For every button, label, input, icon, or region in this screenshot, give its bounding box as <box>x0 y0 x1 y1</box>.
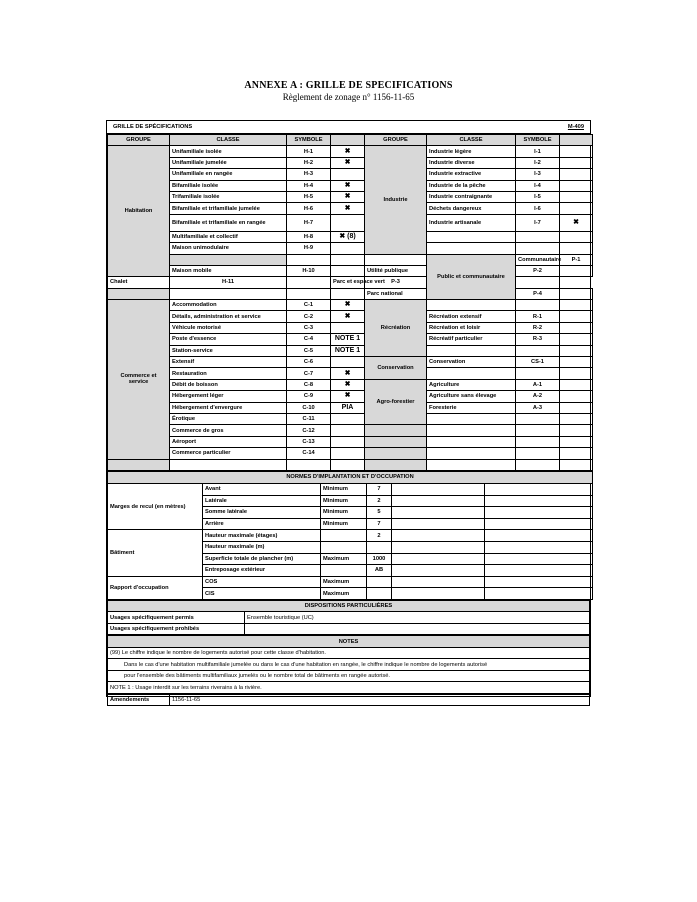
norm-type: Minimum <box>321 518 367 530</box>
group-public: Public et communautaire <box>427 254 516 300</box>
note-line-2: Dans le cas d'une habitation multifamiliale jumelée ou dans le cas d'une habitation en rangée, le chiffre indique le nombre de logements autorisé <box>108 659 590 671</box>
classe-c-2: Détails, administration et service <box>170 311 287 322</box>
symbole: R-3 <box>516 334 560 345</box>
zone-mark <box>331 413 365 424</box>
grid-title-bar <box>107 121 590 134</box>
dispositions-table <box>107 600 590 636</box>
symbole: I-4 <box>516 180 560 191</box>
norm-extra-1 <box>392 565 485 577</box>
zone-mark <box>331 425 365 436</box>
classe-c-14: Commerce particulier <box>170 448 287 459</box>
norm-value <box>367 541 392 553</box>
symbole: H-9 <box>287 243 331 254</box>
col-groupe: GROUPE <box>365 135 427 146</box>
zone-mark: PIA <box>331 402 365 413</box>
classe-h-7: Bifamiliale et trifamiliale en rangée <box>170 214 287 231</box>
classe-c-13: Aéroport <box>170 436 287 447</box>
prohibited-uses-label: Usages spécifiquement prohibés <box>108 623 245 635</box>
classe-p-4: Parc national <box>365 288 427 299</box>
classe-c-1: Accommodation <box>170 300 287 311</box>
blank-cell <box>560 345 593 356</box>
blank-cell <box>516 413 560 424</box>
norm-extra-2 <box>485 518 593 530</box>
group-habitation: Habitation <box>108 146 170 277</box>
zone-mark <box>331 436 365 447</box>
classe-a-1: Agriculture <box>427 379 516 390</box>
zone-mark: ✖ <box>331 146 365 157</box>
blank-cell <box>427 231 516 242</box>
col-zone <box>560 135 593 146</box>
classe-c-5: Station-service <box>170 345 287 356</box>
symbole: H-8 <box>287 231 331 242</box>
norm-extra-1 <box>392 576 485 588</box>
blank-cell <box>516 345 560 356</box>
norm-type: Maximum <box>321 576 367 588</box>
dispositions-title: DISPOSITIONS PARTICULIÈRES <box>108 600 590 612</box>
norm-value: 1000 <box>367 553 392 565</box>
zone-mark <box>560 288 593 299</box>
zone-mark <box>560 180 593 191</box>
blank-cell <box>427 243 516 254</box>
zone-mark: NOTE 1 <box>331 334 365 345</box>
classe-h-9: Maison unimodulaire <box>170 243 287 254</box>
blank-cell <box>331 459 365 470</box>
notes-title: NOTES <box>108 636 590 648</box>
blank-cell <box>287 288 331 299</box>
group-blank <box>170 254 287 265</box>
zone-mark: ✖ (8) <box>331 231 365 242</box>
symbole: R-2 <box>516 322 560 333</box>
grid-title: GRILLE DE SPÉCIFICATIONS <box>107 121 530 134</box>
norm-extra-1 <box>392 507 485 519</box>
norm-extra-2 <box>485 553 593 565</box>
norm-label: COS <box>203 576 321 588</box>
norm-label: Entreposage extérieur <box>203 565 321 577</box>
norm-extra-2 <box>485 541 593 553</box>
classe-c-8: Débit de boisson <box>170 379 287 390</box>
symbole: CS-1 <box>516 357 560 368</box>
blank-cell <box>560 413 593 424</box>
norm-value: 7 <box>367 483 392 495</box>
amendments-label: Amendements <box>108 694 170 706</box>
norm-extra-1 <box>392 495 485 507</box>
zone-mark <box>331 169 365 180</box>
symbole: C-14 <box>287 448 331 459</box>
norm-value: 7 <box>367 518 392 530</box>
blank-cell <box>560 459 593 470</box>
blank-cell <box>170 459 287 470</box>
symbole: C-2 <box>287 311 331 322</box>
classe-a-3: Foresterie <box>427 402 516 413</box>
annex-title: ANNEXE A : GRILLE DE SPECIFICATIONS <box>244 80 453 91</box>
zone-mark <box>516 277 560 288</box>
blank-cell <box>516 368 560 379</box>
blank-cell <box>516 448 560 459</box>
classe-h-4: Bifamiliale isolée <box>170 180 287 191</box>
norm-extra-1 <box>392 483 485 495</box>
norms-table <box>107 471 593 600</box>
zone-mark <box>560 402 593 413</box>
blank-cell <box>560 448 593 459</box>
zone-mark <box>331 243 365 254</box>
norm-type: Minimum <box>321 507 367 519</box>
norm-type <box>321 530 367 542</box>
note-1: NOTE 1 : Usage interdit sur les terrains riverains à la rivière. <box>108 682 590 694</box>
norm-extra-2 <box>485 483 593 495</box>
symbole: C-11 <box>287 413 331 424</box>
norm-label: Hauteur maximale (m) <box>203 541 321 553</box>
norm-group-marges: Marges de recul (en mètres) <box>108 483 203 529</box>
zone-mark <box>331 357 365 368</box>
blank-cell <box>331 288 365 299</box>
symbole: H-4 <box>287 180 331 191</box>
norm-group-batiment: Bâtiment <box>108 530 203 576</box>
norm-label: Hauteur maximale (étages) <box>203 530 321 542</box>
blank-cell <box>365 254 427 265</box>
symbole: C-6 <box>287 357 331 368</box>
zone-mark: NOTE 1 <box>331 345 365 356</box>
group-blank <box>365 436 427 447</box>
note-line-1: (99) Le chiffre indique le nombre de logements autorisé pour cette classe d'habitation. <box>108 647 590 659</box>
col-symbole: SYMBOLE <box>287 135 331 146</box>
symbole: I-2 <box>516 157 560 168</box>
symbole: P-1 <box>560 254 593 265</box>
blank-cell <box>427 413 516 424</box>
classe-c-10: Hébergement d'envergure <box>170 402 287 413</box>
zone-mark <box>560 311 593 322</box>
zone-mark: ✖ <box>331 391 365 402</box>
symbole: H-5 <box>287 191 331 202</box>
symbole: I-6 <box>516 203 560 214</box>
zone-mark <box>560 379 593 390</box>
classe-h-2: Unifamiliale jumelée <box>170 157 287 168</box>
classe-c-9: Hébergement léger <box>170 391 287 402</box>
group-conservation: Conservation <box>365 357 427 380</box>
classe-r-1: Récréation extensif <box>427 311 516 322</box>
symbole: I-3 <box>516 169 560 180</box>
symbole: C-7 <box>287 368 331 379</box>
blank-cell <box>427 345 516 356</box>
symbole: C-13 <box>287 436 331 447</box>
blank-cell <box>516 425 560 436</box>
symbole: A-1 <box>516 379 560 390</box>
classe-c-12: Commerce de gros <box>170 425 287 436</box>
norm-label: Arrière <box>203 518 321 530</box>
group-blank <box>365 459 427 470</box>
norm-label: Somme latérale <box>203 507 321 519</box>
group-agro: Agro-forestier <box>365 379 427 425</box>
blank-cell <box>560 243 593 254</box>
blank-cell <box>287 459 331 470</box>
blank-cell <box>427 300 516 311</box>
blank-cell <box>331 254 365 265</box>
zone-mark: ✖ <box>331 180 365 191</box>
blank-cell <box>516 231 560 242</box>
blank-cell <box>170 288 287 299</box>
classe-i-6: Déchets dangereux <box>427 203 516 214</box>
specification-grid <box>106 120 591 704</box>
symbole: A-3 <box>516 402 560 413</box>
blank-cell <box>427 368 516 379</box>
symbole: C-4 <box>287 334 331 345</box>
zone-mark: ✖ <box>331 157 365 168</box>
norm-value: AB <box>367 565 392 577</box>
blank-cell <box>427 448 516 459</box>
classe-h-1: Unifamiliale isolée <box>170 146 287 157</box>
blank-cell <box>560 231 593 242</box>
col-symbole: SYMBOLE <box>516 135 560 146</box>
classe-r-2: Récréation et loisir <box>427 322 516 333</box>
zone-mark <box>560 391 593 402</box>
symbole: H-10 <box>287 265 331 276</box>
blank-cell <box>560 425 593 436</box>
classe-r-3: Récréatif particulier <box>427 334 516 345</box>
classe-c-11: Érotique <box>170 413 287 424</box>
blank-cell <box>560 436 593 447</box>
zone-reference: M-409 <box>530 121 590 134</box>
classe-i-1: Industrie légère <box>427 146 516 157</box>
norm-type <box>321 565 367 577</box>
norm-extra-1 <box>392 518 485 530</box>
symbole: H-6 <box>287 203 331 214</box>
norm-type: Minimum <box>321 483 367 495</box>
group-commerce: Commerce et service <box>108 300 170 459</box>
group-blank <box>365 425 427 436</box>
zone-mark <box>560 203 593 214</box>
zone-mark <box>560 157 593 168</box>
col-zone <box>331 135 365 146</box>
norm-extra-2 <box>485 565 593 577</box>
note-line-3: pour l'ensemble des bâtiments multifamiliaux jumelés ou le nombre total de bâtiments en rangée autorisé. <box>108 670 590 682</box>
classe-i-4: Industrie de la pêche <box>427 180 516 191</box>
blank-cell <box>560 368 593 379</box>
classe-c-6: Extensif <box>170 357 287 368</box>
col-classe: CLASSE <box>170 135 287 146</box>
classe-i-7: Industrie artisanale <box>427 214 516 231</box>
norms-title: NORMES D'IMPLANTATION ET D'OCCUPATION <box>108 471 593 483</box>
zone-mark: ✖ <box>331 191 365 202</box>
symbole: H-3 <box>287 169 331 180</box>
permitted-uses-label: Usages spécifiquement permis <box>108 612 245 624</box>
symbole: P-4 <box>516 288 560 299</box>
zone-mark <box>560 146 593 157</box>
blank-cell <box>516 436 560 447</box>
zone-mark <box>331 322 365 333</box>
blank-cell <box>427 436 516 447</box>
symbole: H-11 <box>170 277 287 288</box>
symbole: I-5 <box>516 191 560 202</box>
norm-value: 2 <box>367 495 392 507</box>
symbole: R-1 <box>516 311 560 322</box>
symbole: C-1 <box>287 300 331 311</box>
classe-h-10: Maison mobile <box>170 265 287 276</box>
blank-cell <box>287 254 331 265</box>
zone-mark <box>287 277 331 288</box>
norm-value: 5 <box>367 507 392 519</box>
norm-label: Latérale <box>203 495 321 507</box>
zone-mark <box>560 322 593 333</box>
norm-group-rapport: Rapport d'occupation <box>108 576 203 599</box>
norm-extra-2 <box>485 495 593 507</box>
classe-h-6: Bifamiliale et trifamiliale jumelée <box>170 203 287 214</box>
classe-h-5: Trifamiliale isolée <box>170 191 287 202</box>
group-recreation: Récréation <box>365 300 427 357</box>
document-header <box>0 80 697 102</box>
classe-h-11: Chalet <box>108 277 170 288</box>
blank-cell <box>516 300 560 311</box>
classe-c-3: Véhicule motorisé <box>170 322 287 333</box>
zone-mark: ✖ <box>331 311 365 322</box>
group-blank <box>365 448 427 459</box>
classe-h-3: Unifamiliale en rangée <box>170 169 287 180</box>
group-industrie: Industrie <box>365 146 427 254</box>
norm-extra-2 <box>485 507 593 519</box>
zone-mark <box>560 357 593 368</box>
norm-value <box>367 588 392 600</box>
norm-type: Minimum <box>321 495 367 507</box>
zone-mark: ✖ <box>331 368 365 379</box>
classe-h-8: Multifamiliale et collectif <box>170 231 287 242</box>
symbole: P-3 <box>365 277 427 288</box>
classe-p-3: Parc et espace vert <box>331 277 365 288</box>
classe-p-1: Communautaire <box>516 254 560 265</box>
symbole: A-2 <box>516 391 560 402</box>
norm-extra-1 <box>392 588 485 600</box>
symbole: H-7 <box>287 214 331 231</box>
amendments-table <box>107 694 590 707</box>
norm-type: Maximum <box>321 553 367 565</box>
zone-mark <box>560 265 593 276</box>
symbole: P-2 <box>516 265 560 276</box>
symbole: C-5 <box>287 345 331 356</box>
classe-a-2: Agriculture sans élevage <box>427 391 516 402</box>
zone-mark <box>560 191 593 202</box>
blank-cell <box>516 459 560 470</box>
classe-i-2: Industrie diverse <box>427 157 516 168</box>
symbole: C-9 <box>287 391 331 402</box>
notes-table <box>107 635 590 694</box>
classe-i-5: Industrie contraignante <box>427 191 516 202</box>
zone-mark <box>560 334 593 345</box>
norm-extra-2 <box>485 530 593 542</box>
norm-type <box>321 541 367 553</box>
prohibited-uses-value <box>245 623 590 635</box>
norm-label: CIS <box>203 588 321 600</box>
classe-cs-1: Conservation <box>427 357 516 368</box>
zone-mark: ✖ <box>331 300 365 311</box>
col-groupe: GROUPE <box>108 135 170 146</box>
blank-cell <box>560 300 593 311</box>
zone-mark: ✖ <box>331 203 365 214</box>
classe-c-4: Poste d'essence <box>170 334 287 345</box>
norm-extra-2 <box>485 576 593 588</box>
norm-extra-1 <box>392 553 485 565</box>
symbole: C-8 <box>287 379 331 390</box>
zone-mark: ✖ <box>560 214 593 231</box>
zone-mark <box>560 169 593 180</box>
permitted-uses-value: Ensemble touristique (UC) <box>245 612 590 624</box>
classe-c-7: Restauration <box>170 368 287 379</box>
zone-mark <box>331 265 365 276</box>
blank-cell <box>427 459 516 470</box>
classe-i-3: Industrie extractive <box>427 169 516 180</box>
group-blank <box>108 459 170 470</box>
symbole: I-1 <box>516 146 560 157</box>
norm-label: Superficie totale de plancher (m) <box>203 553 321 565</box>
symbole: H-2 <box>287 157 331 168</box>
symbole: C-3 <box>287 322 331 333</box>
norm-extra-1 <box>392 530 485 542</box>
symbole: I-7 <box>516 214 560 231</box>
zone-mark <box>331 448 365 459</box>
norm-extra-2 <box>485 588 593 600</box>
zone-mark <box>331 214 365 231</box>
symbole: H-1 <box>287 146 331 157</box>
zone-mark: ✖ <box>331 379 365 390</box>
blank-cell <box>516 243 560 254</box>
norm-type: Maximum <box>321 588 367 600</box>
classe-p-2: Utilité publique <box>365 265 427 276</box>
amendments-value: 1156-11-65 <box>170 694 590 706</box>
bylaw-subtitle: Règlement de zonage n° 1156-11-65 <box>282 92 415 102</box>
blank-cell <box>427 425 516 436</box>
symbole: C-10 <box>287 402 331 413</box>
group-blank <box>108 288 170 299</box>
norm-extra-1 <box>392 541 485 553</box>
uses-table <box>107 134 593 471</box>
norm-value: 2 <box>367 530 392 542</box>
norm-value <box>367 576 392 588</box>
col-classe: CLASSE <box>427 135 516 146</box>
symbole: C-12 <box>287 425 331 436</box>
norm-label: Avant <box>203 483 321 495</box>
